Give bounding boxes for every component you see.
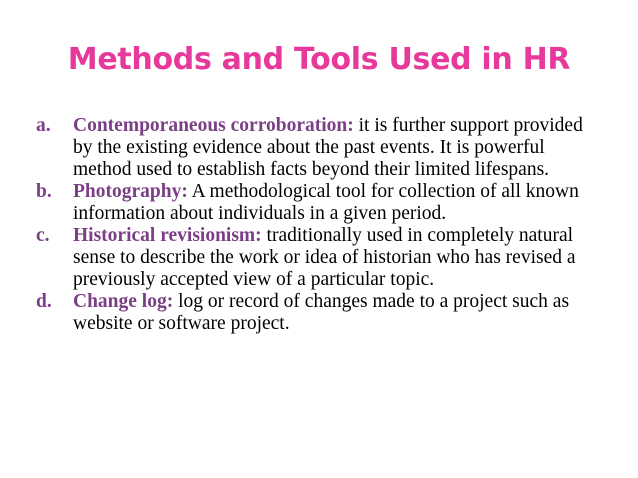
slide-title: Methods and Tools Used in HR [67,42,571,77]
item-term: Historical revisionism: [73,225,262,246]
item-description: it is further support provided by the existing evidence about the past events. It is powerful method used to establish facts beyond their limited lifespans. [73,115,583,180]
item-description: A methodological tool for collection of all known information about individuals in a given period. [73,181,579,224]
list-item [36,181,606,225]
item-marker: b. [36,181,52,202]
list-item [36,225,606,291]
list-item [36,115,606,181]
item-term: Contemporaneous corroboration: [73,115,354,136]
item-marker: d. [36,291,52,312]
item-description: log or record of changes made to a project such as website or software project. [73,291,570,334]
item-list [36,115,606,335]
item-marker: a. [36,115,51,136]
item-term: Photography: [73,181,188,202]
item-term: Change log: [73,291,174,312]
list-item [36,291,606,335]
item-marker: c. [36,225,50,246]
item-description: traditionally used in completely natural sense to describe the work or idea of historian who has revised a previously accepted view of a particular topic. [73,225,576,290]
